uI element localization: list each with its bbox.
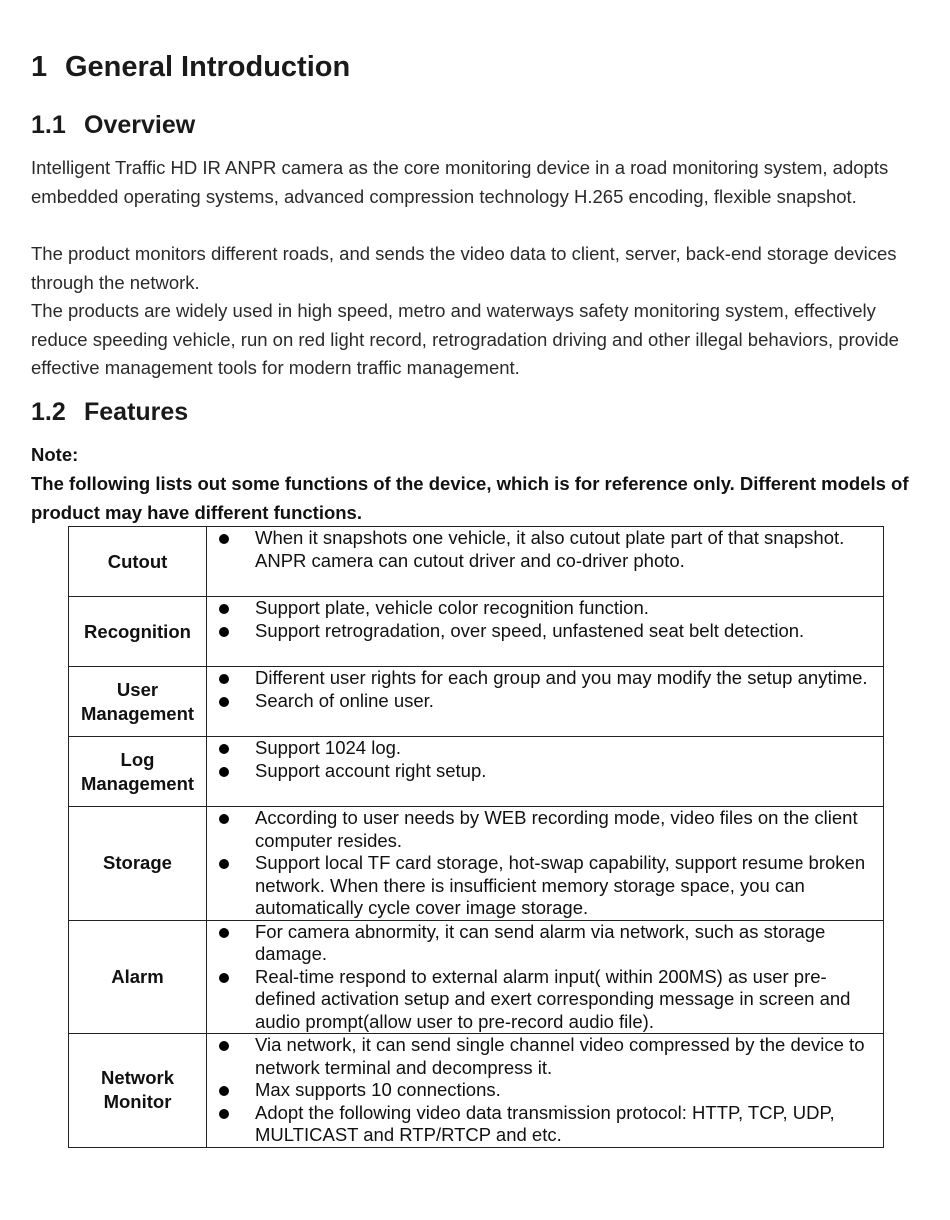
list-item <box>207 737 883 760</box>
list-item-text: Real-time respond to external alarm input( within 200MS) as user pre-defined activation setup and exert corresponding message in screen and audio prompt(allow user to pre-record audio file). <box>255 965 851 1032</box>
bullet-icon <box>219 859 229 869</box>
list-item-text: Different user rights for each group and you may modify the setup anytime. <box>255 667 868 688</box>
feature-description <box>207 597 884 667</box>
bullet-list <box>207 1034 883 1147</box>
list-item-text: Adopt the following video data transmission protocol: HTTP, TCP, UDP, MULTICAST and RTP/RTCP and etc. <box>255 1101 835 1145</box>
bullet-icon <box>219 627 229 637</box>
bullet-icon <box>219 697 229 707</box>
subsection-number: 1.2 <box>31 398 66 426</box>
subsection-title: Overview <box>84 111 196 139</box>
table-row <box>69 527 884 597</box>
bullet-icon <box>219 1109 229 1119</box>
feature-description <box>207 1034 884 1148</box>
list-item-text: Search of online user. <box>255 689 434 711</box>
note-label: Note: <box>31 444 79 465</box>
overview-paragraph-3: The products are widely used in high speed, metro and waterways safety monitoring system, effectively reduce speeding vehicle, run on red light record, retrogradation driving and other illegal behaviors, provide effective management tools for modern traffic management. <box>31 300 899 379</box>
bullet-list <box>207 807 883 920</box>
feature-description <box>207 807 884 921</box>
list-item-text: When it snapshots one vehicle, it also cutout plate part of that snapshot. ANPR camera can cutout driver and co-driver photo. <box>255 527 845 571</box>
feature-name: Storage <box>69 807 207 921</box>
bullet-list <box>207 921 883 1034</box>
list-item <box>207 620 883 643</box>
feature-name: Recognition <box>69 597 207 667</box>
list-item-text: Support account right setup. <box>255 759 487 781</box>
list-item <box>207 597 883 620</box>
bullet-icon <box>219 973 229 983</box>
table-row <box>69 1034 884 1148</box>
table-row <box>69 737 884 807</box>
feature-description <box>207 667 884 737</box>
bullet-icon <box>219 767 229 777</box>
list-item <box>207 852 883 920</box>
bullet-list <box>207 667 883 712</box>
list-item <box>207 1079 883 1102</box>
list-item <box>207 1102 883 1147</box>
feature-name: Cutout <box>69 527 207 597</box>
bullet-list <box>207 737 883 782</box>
list-item <box>207 667 883 690</box>
note-text: The following lists out some functions of the device, which is for reference only. Different models of product may have different functions. <box>31 473 909 523</box>
table-row <box>69 667 884 737</box>
section-title: General Introduction <box>65 51 351 83</box>
table-row <box>69 597 884 667</box>
list-item <box>207 966 883 1034</box>
list-item-text: According to user needs by WEB recording mode, video files on the client computer resides. <box>255 807 858 851</box>
table-row <box>69 807 884 921</box>
overview-paragraph-2: The product monitors different roads, and sends the video data to client, server, back-end storage devices through the network. <box>31 243 897 293</box>
list-item-text: Support retrogradation, over speed, unfastened seat belt detection. <box>255 619 805 641</box>
list-item <box>207 690 883 713</box>
subsection-heading-features <box>31 397 188 427</box>
bullet-icon <box>219 534 229 544</box>
features-table <box>68 526 884 1148</box>
bullet-icon <box>219 928 229 938</box>
list-item <box>207 1034 883 1079</box>
list-item-text: Support local TF card storage, hot-swap capability, support resume broken network. When there is insufficient memory storage space, you can automatically cycle cover image storage. <box>255 852 866 918</box>
feature-description <box>207 527 884 597</box>
list-item-text: Support 1024 log. <box>255 737 402 758</box>
bullet-icon <box>219 1086 229 1096</box>
list-item-text: For camera abnormity, it can send alarm via network, such as storage damage. <box>255 920 826 964</box>
bullet-list <box>207 597 883 642</box>
subsection-number: 1.1 <box>31 111 66 139</box>
table-row <box>69 920 884 1034</box>
bullet-icon <box>219 744 229 754</box>
feature-name: Network Monitor <box>69 1034 207 1148</box>
feature-name: Alarm <box>69 920 207 1034</box>
subsection-heading-overview <box>31 110 195 140</box>
section-heading-general-introduction <box>31 50 350 84</box>
feature-description <box>207 920 884 1034</box>
bullet-icon <box>219 814 229 824</box>
subsection-title: Features <box>84 398 189 426</box>
list-item <box>207 807 883 852</box>
feature-description <box>207 737 884 807</box>
bullet-list <box>207 527 883 572</box>
list-item-text: Via network, it can send single channel video compressed by the device to network terminal and decompress it. <box>255 1034 865 1078</box>
bullet-icon <box>219 674 229 684</box>
list-item-text: Max supports 10 connections. <box>255 1079 501 1100</box>
feature-name: User Management <box>69 667 207 737</box>
feature-name: Log Management <box>69 737 207 807</box>
list-item <box>207 760 883 783</box>
bullet-icon <box>219 604 229 614</box>
overview-paragraph-1: Intelligent Traffic HD IR ANPR camera as the core monitoring device in a road monitoring system, adopts embedded operating systems, advanced compression technology H.265 encoding, flexible snapshot. <box>31 157 889 207</box>
bullet-icon <box>219 1041 229 1051</box>
section-number: 1 <box>31 51 48 83</box>
list-item <box>207 921 883 966</box>
list-item <box>207 527 883 572</box>
list-item-text: Support plate, vehicle color recognition function. <box>255 597 649 618</box>
